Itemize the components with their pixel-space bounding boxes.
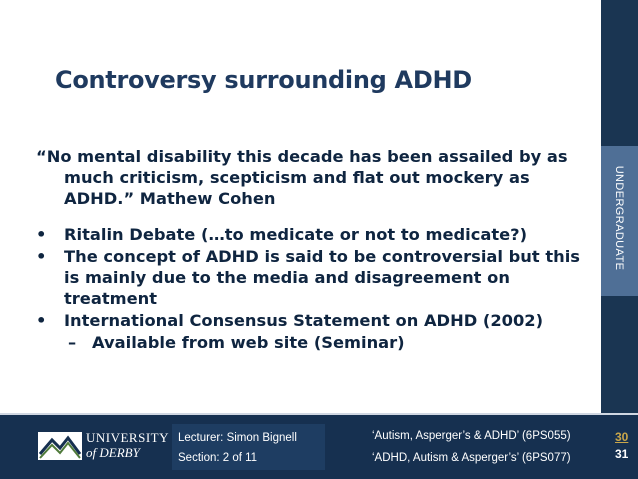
bullet-text: International Consensus Statement on ADHD (2002) xyxy=(64,311,544,330)
slide-title: Controversy surrounding ADHD xyxy=(55,66,472,94)
bullet-item xyxy=(36,224,596,245)
bullet-dot: • xyxy=(36,311,47,330)
mountain-logo-icon xyxy=(38,432,82,460)
logo-text-derby: of DERBY xyxy=(86,445,140,460)
bullet-dot: • xyxy=(36,247,47,266)
page-number-box xyxy=(604,418,638,474)
sub-bullet-dash: – xyxy=(68,333,77,352)
slide-body xyxy=(36,146,596,353)
sub-bullet-item xyxy=(36,332,596,353)
lecturer-name: Lecturer: Simon Bignell xyxy=(178,432,297,444)
section-indicator: Section: 2 of 11 xyxy=(178,452,258,464)
bullet-text: The concept of ADHD is said to be controversial but this is mainly due to the media and disagreement on treatment xyxy=(64,247,580,308)
bullet-item xyxy=(36,310,596,331)
module-title-2: ‘ADHD, Autism & Asperger’s’ (6PS077) xyxy=(372,452,571,464)
bullet-dot: • xyxy=(36,225,47,244)
logo-text-university: UNIVERSITY xyxy=(86,430,169,445)
page-number-1: 30 xyxy=(615,430,629,444)
university-logo xyxy=(38,428,168,466)
module-title-1: ‘Autism, Asperger’s & ADHD’ (6PS055) xyxy=(372,430,571,442)
sub-bullet-text: Available from web site (Seminar) xyxy=(92,333,405,352)
page-number-2: 31 xyxy=(615,447,629,461)
bullet-item xyxy=(36,246,596,309)
sidebar-label: UNDERGRADUATE xyxy=(613,165,625,271)
bullet-text: Ritalin Debate (…to medicate or not to medicate?) xyxy=(64,225,528,244)
quote-text: “No mental disability this decade has been assailed by as much criticism, scepticism and flat out mockery as ADHD.” Mathew Cohen xyxy=(36,147,568,208)
